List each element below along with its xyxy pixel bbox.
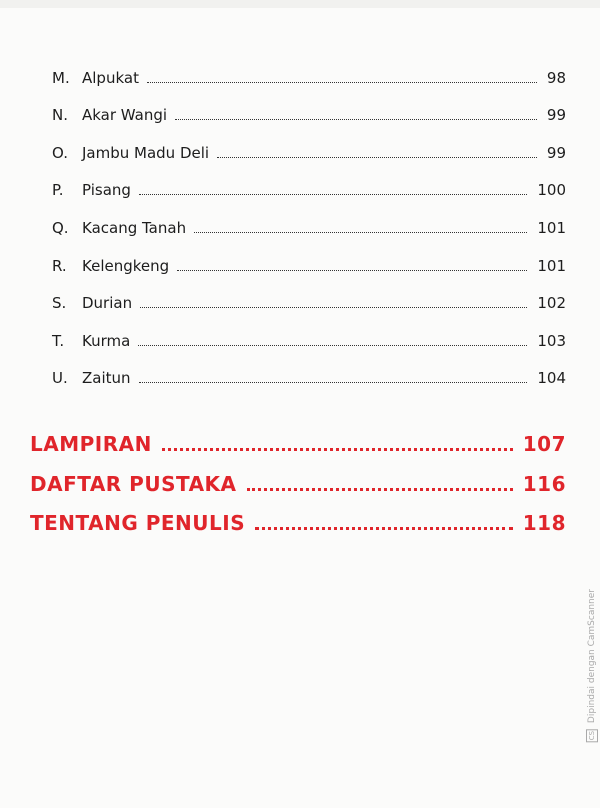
toc-item-title: Akar Wangi — [82, 106, 168, 124]
watermark-text: Dipindai dengan CamScanner — [587, 588, 597, 723]
chapter-title: LAMPIRAN — [30, 432, 152, 456]
toc-item[interactable] — [52, 369, 566, 393]
chapter-page: 107 — [522, 432, 566, 456]
chapter-entry-tentang-penulis[interactable] — [30, 511, 566, 541]
toc-item-title: Kurma — [82, 332, 131, 350]
chapter-entry-lampiran[interactable] — [30, 432, 566, 462]
toc-item-title: Kacang Tanah — [82, 219, 187, 237]
dot-leader — [140, 306, 527, 308]
toc-item[interactable] — [52, 332, 566, 356]
toc-item-title: Kelengkeng — [82, 257, 170, 275]
toc-item-page: 99 — [546, 106, 566, 124]
toc-item-page: 101 — [537, 257, 566, 275]
chapter-title: DAFTAR PUSTAKA — [30, 472, 237, 496]
toc-item-page: 99 — [546, 144, 566, 162]
toc-item-title: Pisang — [82, 181, 131, 199]
toc-item[interactable] — [52, 69, 566, 93]
toc-item-page: 104 — [537, 369, 566, 387]
toc-item-page: 101 — [537, 219, 566, 237]
toc-item-letter: Q. — [52, 219, 69, 237]
dot-leader — [217, 156, 537, 158]
dot-leader — [194, 231, 527, 233]
toc-item-page: 100 — [537, 181, 566, 199]
dot-leader — [247, 487, 513, 491]
dot-leader — [177, 269, 527, 271]
toc-item-title: Durian — [82, 294, 133, 312]
toc-item-page: 98 — [546, 69, 566, 87]
chapter-page: 116 — [522, 472, 566, 496]
toc-item[interactable] — [52, 144, 566, 168]
toc-item[interactable] — [52, 181, 566, 205]
page-top-edge — [0, 0, 600, 8]
toc-item-page: 103 — [537, 332, 566, 350]
scanner-watermark — [586, 589, 598, 742]
dot-leader — [175, 118, 537, 120]
chapter-title: TENTANG PENULIS — [30, 511, 246, 535]
toc-item-title: Zaitun — [82, 369, 131, 387]
toc-item[interactable] — [52, 106, 566, 130]
dot-leader — [255, 526, 513, 530]
toc-item-title: Jambu Madu Deli — [82, 144, 210, 162]
camscanner-logo-icon: CS — [588, 730, 596, 740]
toc-item-letter: M. — [52, 69, 70, 87]
dot-leader — [138, 344, 527, 346]
toc-item-letter: U. — [52, 369, 68, 387]
dot-leader — [139, 381, 528, 383]
toc-item-title: Alpukat — [82, 69, 139, 87]
chapter-page: 118 — [522, 511, 566, 535]
toc-item[interactable] — [52, 294, 566, 318]
dot-leader — [162, 447, 513, 451]
toc-item-letter: S. — [52, 294, 67, 312]
toc-item-letter: R. — [52, 257, 67, 275]
toc-item-letter: T. — [52, 332, 65, 350]
toc-item-letter: P. — [52, 181, 64, 199]
toc-item-letter: O. — [52, 144, 68, 162]
toc-item[interactable] — [52, 219, 566, 243]
toc-item-page: 102 — [537, 294, 566, 312]
dot-leader — [139, 193, 527, 195]
dot-leader — [147, 81, 537, 83]
toc-item-letter: N. — [52, 106, 68, 124]
toc-item[interactable] — [52, 257, 566, 281]
chapter-entry-daftar-pustaka[interactable] — [30, 472, 566, 502]
